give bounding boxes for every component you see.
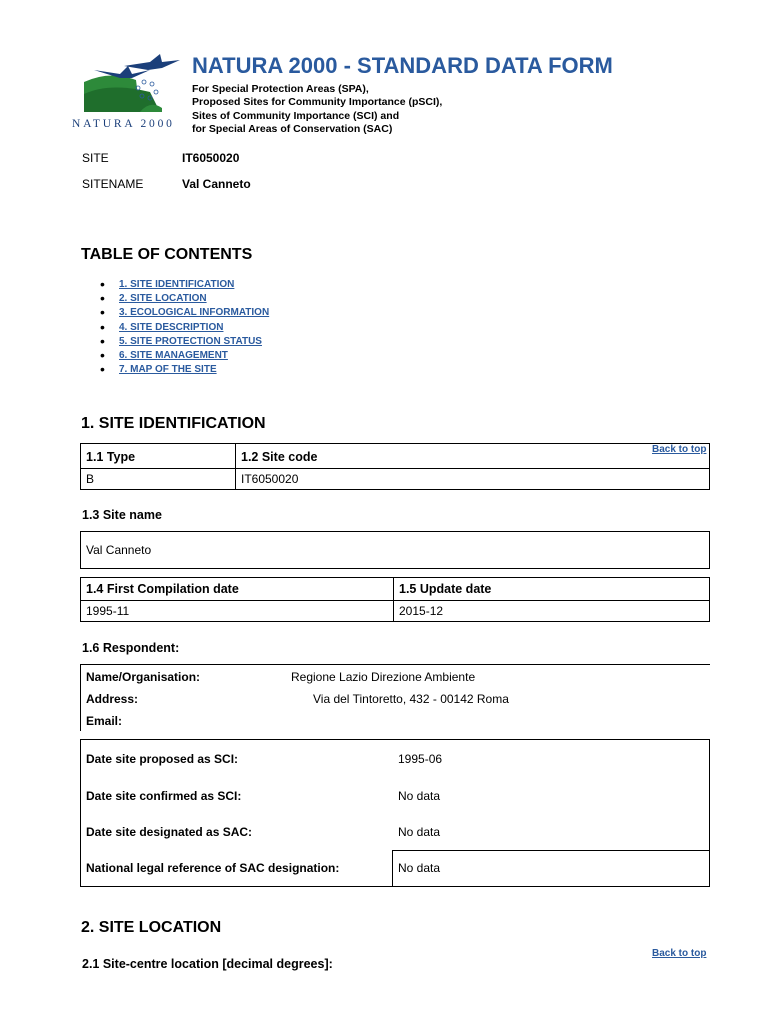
proposed-sci-value: 1995-06 [398,752,443,766]
toc-link-site-identification[interactable]: 1. SITE IDENTIFICATION [119,279,235,290]
site-centre-label: 2.1 Site-centre location [decimal degrees]: [82,957,333,971]
email-label: Email: [86,714,123,728]
toc-item [100,307,269,321]
type-code-table [80,443,710,490]
toc-item [100,293,269,307]
address-value: Via del Tintoretto, 432 - 00142 Roma [313,692,509,706]
back-to-top-link[interactable]: Back to top [652,948,707,959]
code-label: 1.2 Site code [241,450,318,464]
logo-text: NATURA 2000 [72,118,175,130]
sitename-value: Val Canneto [182,177,251,191]
respondent-top-line [80,664,710,665]
update-date-label: 1.5 Update date [399,582,492,596]
toc-link-site-location[interactable]: 2. SITE LOCATION [119,293,207,305]
site-name-value: Val Canneto [86,543,152,557]
toc-link-ecological-information[interactable]: 3. ECOLOGICAL INFORMATION [119,307,270,319]
site-label: SITE [82,151,109,165]
subtitle [192,83,442,136]
type-value: B [86,472,95,486]
toc-item [100,364,269,378]
org-value: Regione Lazio Direzione Ambiente [291,670,476,684]
toc-item [100,322,269,336]
first-compilation-value: 1995-11 [86,604,130,618]
address-label: Address: [86,692,139,706]
respondent-label: 1.6 Respondent: [82,641,180,655]
subtitle-line: Sites of Community Importance (SCI) and [192,109,400,122]
toc-link-site-description[interactable]: 4. SITE DESCRIPTION [119,321,224,333]
toc-link-site-management[interactable]: 6. SITE MANAGEMENT [119,349,228,361]
designated-sac-label: Date site designated as SAC: [86,825,253,839]
subtitle-line: For Special Protection Areas (SPA), [192,83,369,95]
sitename-label: SITENAME [82,177,144,191]
section1-heading: 1. SITE IDENTIFICATION [81,415,266,432]
toc-list [100,279,269,378]
natura2000-logo [72,52,184,132]
toc-link-map-of-the-site[interactable]: 7. MAP OF THE SITE [119,364,217,376]
table-divider [80,600,710,601]
legal-reference-value: No data [398,861,441,875]
table-divider [393,577,394,622]
table-divider [392,850,710,851]
type-label: 1.1 Type [86,450,136,464]
page-title: NATURA 2000 - STANDARD DATA FORM [192,53,613,78]
table-divider [235,443,236,490]
toc-item [100,336,269,350]
site-name-label: 1.3 Site name [82,508,162,522]
code-value: IT6050020 [241,472,299,486]
confirmed-sci-value: No data [398,789,441,803]
toc-item [100,279,269,293]
first-compilation-label: 1.4 First Compilation date [86,582,239,596]
section2-heading: 2. SITE LOCATION [81,919,222,936]
toc-heading: TABLE OF CONTENTS [81,246,253,263]
toc-item [100,350,269,364]
site-value: IT6050020 [182,151,240,165]
table-divider [80,468,710,469]
site-name-box [80,531,710,569]
designated-sac-value: No data [398,825,441,839]
org-label: Name/Organisation: [86,670,201,684]
subtitle-line: for Special Areas of Conservation (SAC) [192,122,393,135]
update-date-value: 2015-12 [399,604,444,618]
confirmed-sci-label: Date site confirmed as SCI: [86,789,242,803]
legal-reference-label: National legal reference of SAC designation: [86,861,340,875]
subtitle-line: Proposed Sites for Community Importance (pSCI), [192,96,443,109]
toc-link-site-protection-status[interactable]: 5. SITE PROTECTION STATUS [119,335,262,347]
table-divider [392,850,393,887]
back-to-top-link[interactable]: Back to top [652,444,707,455]
respondent-left-line [80,664,81,731]
proposed-sci-label: Date site proposed as SCI: [86,752,239,766]
